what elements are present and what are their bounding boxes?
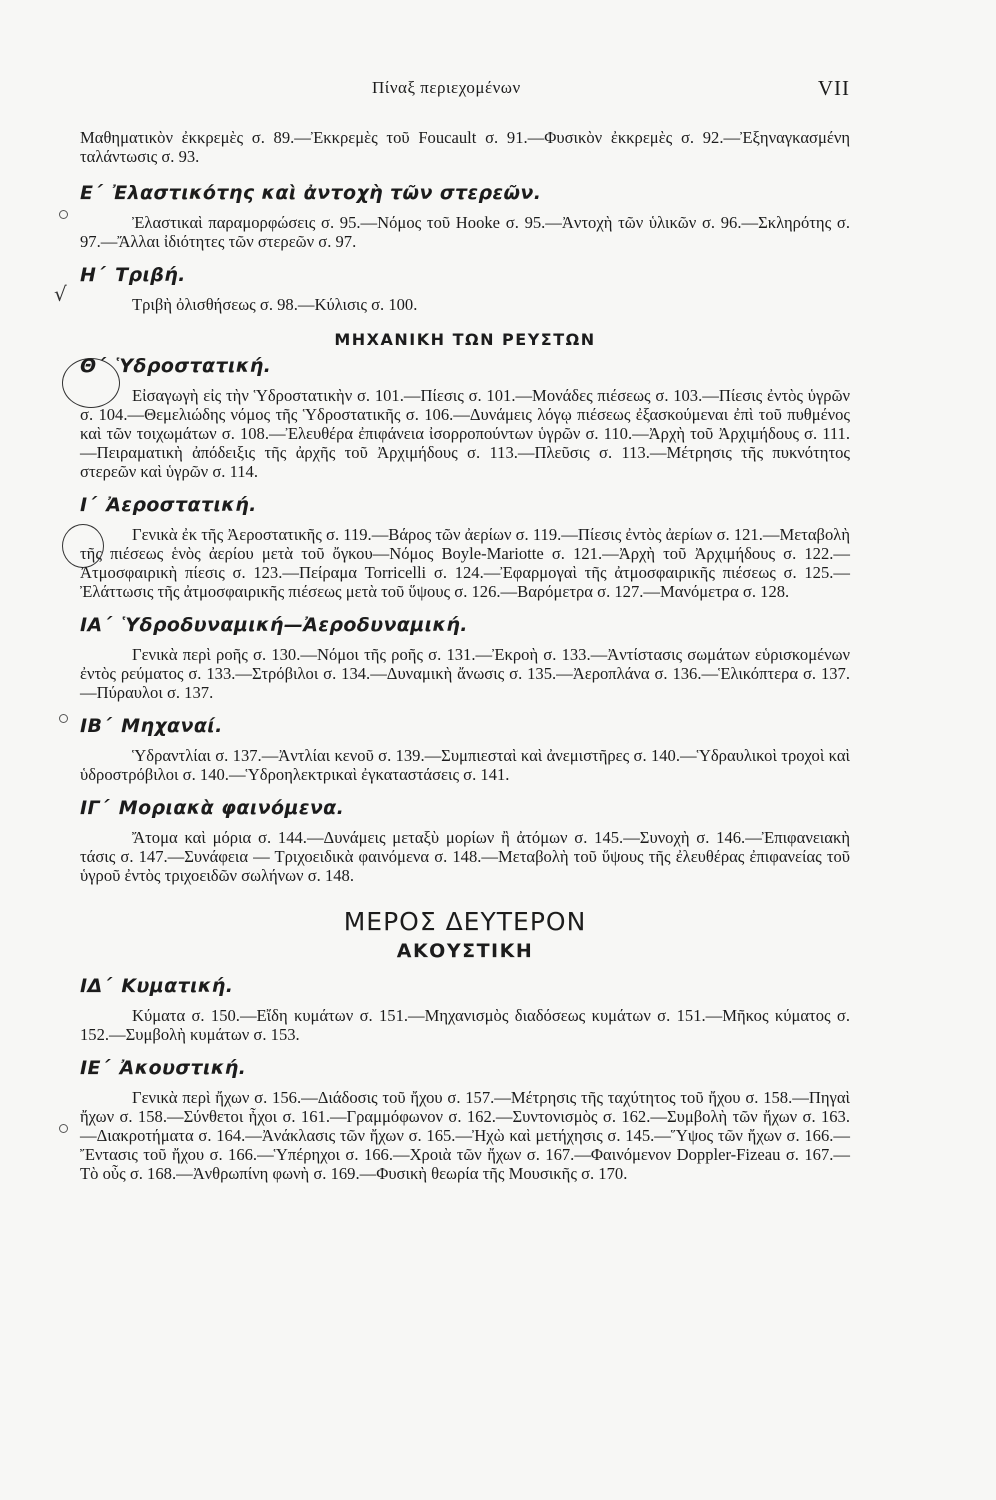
margin-dot-mark — [59, 1124, 68, 1133]
toc-entry-text: Ὑδραντλίαι σ. 137.—Ἀντλίαι κενοῦ σ. 139.—Συμπιεσταὶ καὶ ἀνεμιστῆρες σ. 140.—Ὑδραυλικοὶ τροχοὶ καὶ ὑδροστρόβιλοι σ. 140.—Ὑδροηλεκτρικαὶ ἐγκαταστάσεις σ. 141. — [80, 746, 850, 784]
chapter-heading — [80, 182, 850, 204]
chapter-heading — [80, 715, 850, 737]
chapter-number: Θ΄ — [80, 355, 106, 377]
chapter-number: ΙΒ΄ — [80, 715, 112, 737]
toc-entry-text: Γενικὰ περὶ ροῆς σ. 130.—Νόμοι τῆς ροῆς σ. 131.—Ἐκροὴ σ. 133.—Ἀντίστασις σωμάτων εὑρισκομένων ἐντὸς ρεύματος σ. 133.—Στρόβιλοι σ. 134.—Δυναμικὴ ἄνωσις σ. 135.—Ἀεροπλάνα σ. 136.—Ἑλικόπτερα σ. 137.—Πύραυλοι σ. 137. — [80, 645, 850, 702]
chapter-title: Μοριακὰ φαινόμενα. — [118, 797, 345, 819]
chapter-heading — [80, 264, 850, 286]
chapter-number: Η΄ — [80, 264, 106, 286]
toc-entry-text: Γενικὰ ἐκ τῆς Ἀεροστατικῆς σ. 119.—Βάρος τῶν ἀερίων σ. 119.—Πίεσις ἐντὸς ἀερίων σ. 121.—Μεταβολὴ τῆς πιέσεως ἑνὸς ἀερίου μετὰ τοῦ ὄγκου—Νόμος Boyle-Mariotte σ. 121.—Ἀρχὴ τοῦ Ἀρχιμήδους σ. 122.—Ἀτμοσφαιρικὴ πίεσις σ. 123.—Πείραμα Torricelli σ. 124.—Ἐφαρμογαὶ τῆς ἀτμοσφαιρικῆς πιέσεως σ. 125.—Ἐλάττωσις τῆς ἀτμοσφαιρικῆς πιέσεως μετὰ τοῦ ὕψους σ. 126.—Βαρόμετρα σ. 127.—Μανόμετρα σ. 128. — [80, 525, 850, 601]
chapter-title: Τριβή. — [115, 264, 186, 286]
part-heading: ΜΗΧΑΝΙΚΗ ΤΩΝ ΡΕΥΣΤΩΝ — [334, 330, 596, 349]
chapter-heading — [80, 355, 850, 377]
toc-entry-text: Γενικὰ περὶ ἤχων σ. 156.—Διάδοσις τοῦ ἤχου σ. 157.—Μέτρησις τῆς ταχύτητος τοῦ ἤχου σ. 158.—Πηγαὶ ἤχων σ. 158.—Σύνθετοι ἦχοι σ. 161.—Γραμμόφωνον σ. 162.—Συντονισμὸς σ. 162.—Συμβολὴ τῶν ἤχων σ. 163.—Διακροτήματα σ. 164.—Ἀνάκλασις τῶν ἤχων σ. 165.—Ἠχὼ καὶ μετήχησις σ. 145.—Ὕψος τῶν ἤχων σ. 166.—Ἔντασις τοῦ ἤχου σ. 166.—Ὑπέρηχοι σ. 166.—Χροιὰ τῶν ἤχων σ. 167.—Φαινόμενον Doppler-Fizeau σ. 167.—Τὸ οὖς σ. 168.—Ἀνθρωπίνη φωνὴ σ. 169.—Φυσικὴ θεωρία τῆς Μουσικῆς σ. 170. — [80, 1088, 850, 1183]
chapter-title: Ἀκουστική. — [119, 1057, 247, 1079]
toc-entry-text: Μαθηματικὸν ἐκκρεμὲς σ. 89.—Ἐκκρεμὲς τοῦ Foucault σ. 91.—Φυσικὸν ἐκκρεμὲς σ. 92.—Ἐξηναγκασμένη ταλάντωσις σ. 93. — [80, 128, 850, 166]
chapter-number: ΙΓ΄ — [80, 797, 109, 819]
table-of-contents — [80, 128, 850, 1183]
toc-entry-text: Κύματα σ. 150.—Εἴδη κυμάτων σ. 151.—Μηχανισμὸς διαδόσεως κυμάτων σ. 151.—Μῆκος κύματος σ. 152.—Συμβολὴ κυμάτων σ. 153. — [80, 1006, 850, 1044]
chapter-title: Ἐλαστικότης καὶ ἀντοχὴ τῶν στερεῶν. — [112, 182, 542, 204]
chapter-heading — [80, 797, 850, 819]
chapter-number: ΙΔ΄ — [80, 975, 112, 997]
running-head — [0, 76, 996, 106]
chapter-number: Ι΄ — [80, 494, 97, 516]
chapter-heading — [80, 1057, 850, 1079]
chapter-heading — [80, 494, 850, 516]
chapter-number: Ε΄ — [80, 182, 103, 204]
part-subtitle: ΑΚΟΥΣΤΙΚΗ — [396, 940, 534, 962]
margin-dot-mark — [59, 714, 68, 723]
margin-dot-mark — [59, 210, 68, 219]
chapter-number: ΙΑ΄ — [80, 614, 112, 636]
part-title: ΜΕΡΟΣ ΔΕΥΤΕΡΟΝ — [343, 907, 587, 936]
chapter-title: Ὑδροστατική. — [115, 355, 272, 377]
toc-entry-text: Εἰσαγωγὴ εἰς τὴν Ὑδροστατικὴν σ. 101.—Πίεσις σ. 101.—Μονάδες πιέσεως σ. 103.—Πίεσις ἐντὸς ὑγρῶν σ. 104.—Θεμελιώδης νόμος τῆς Ὑδροστατικῆς σ. 106.—Δυνάμεις λόγῳ πιέσεως ἐξασκούμεναι ἐπὶ τοῦ πυθμένος καὶ τῶν τοιχωμάτων σ. 108.—Ἐλευθέρα ἐπιφάνεια ἰσορροπούντων ὑγρῶν σ. 110.—Ἀρχὴ τοῦ Ἀρχιμήδους σ. 111.—Πειραματικὴ ἀπόδειξις τῆς ἀρχῆς τοῦ Ἀρχιμήδους σ. 113.—Πλεῦσις σ. 113.—Μέτρησις τῆς πυκνότητος στερεῶν καὶ ὑγρῶν σ. 114. — [80, 386, 850, 481]
margin-check-mark: √ — [54, 282, 67, 306]
chapter-title: Κυματική. — [121, 975, 234, 997]
chapter-heading — [80, 975, 850, 997]
toc-entry-text: Ἐλαστικαὶ παραμορφώσεις σ. 95.—Νόμος τοῦ Hooke σ. 95.—Ἀντοχὴ τῶν ὑλικῶν σ. 96.—Σκληρότης σ. 97.—Ἄλλαι ἰδιότητες τῶν στερεῶν σ. 97. — [80, 213, 850, 251]
chapter-title: Μηχαναί. — [121, 715, 223, 737]
page-number: VII — [817, 76, 850, 100]
toc-entry-text: Ἄτομα καὶ μόρια σ. 144.—Δυνάμεις μεταξὺ μορίων ἢ ἀτόμων σ. 145.—Συνοχὴ σ. 146.—Ἐπιφανειακὴ τάσις σ. 147.—Συνάφεια — Τριχοειδικὰ φαινόμενα σ. 148.—Μεταβολὴ τοῦ ὕψους τῆς ἐλευθέρας ἐπιφανείας τοῦ ὑγροῦ ἐντὸς τριχοειδῶν σωλήνων σ. 148. — [80, 828, 850, 885]
chapter-title: Ὑδροδυναμική—Ἀεροδυναμική. — [121, 614, 468, 636]
chapter-heading — [80, 614, 850, 636]
chapter-title: Ἀεροστατική. — [106, 494, 257, 516]
running-title: Πίναξ περιεχομένων — [372, 78, 521, 97]
toc-entry-text: Τριβὴ ὀλισθήσεως σ. 98.—Κύλισις σ. 100. — [132, 295, 418, 314]
chapter-number: ΙΕ΄ — [80, 1057, 110, 1079]
